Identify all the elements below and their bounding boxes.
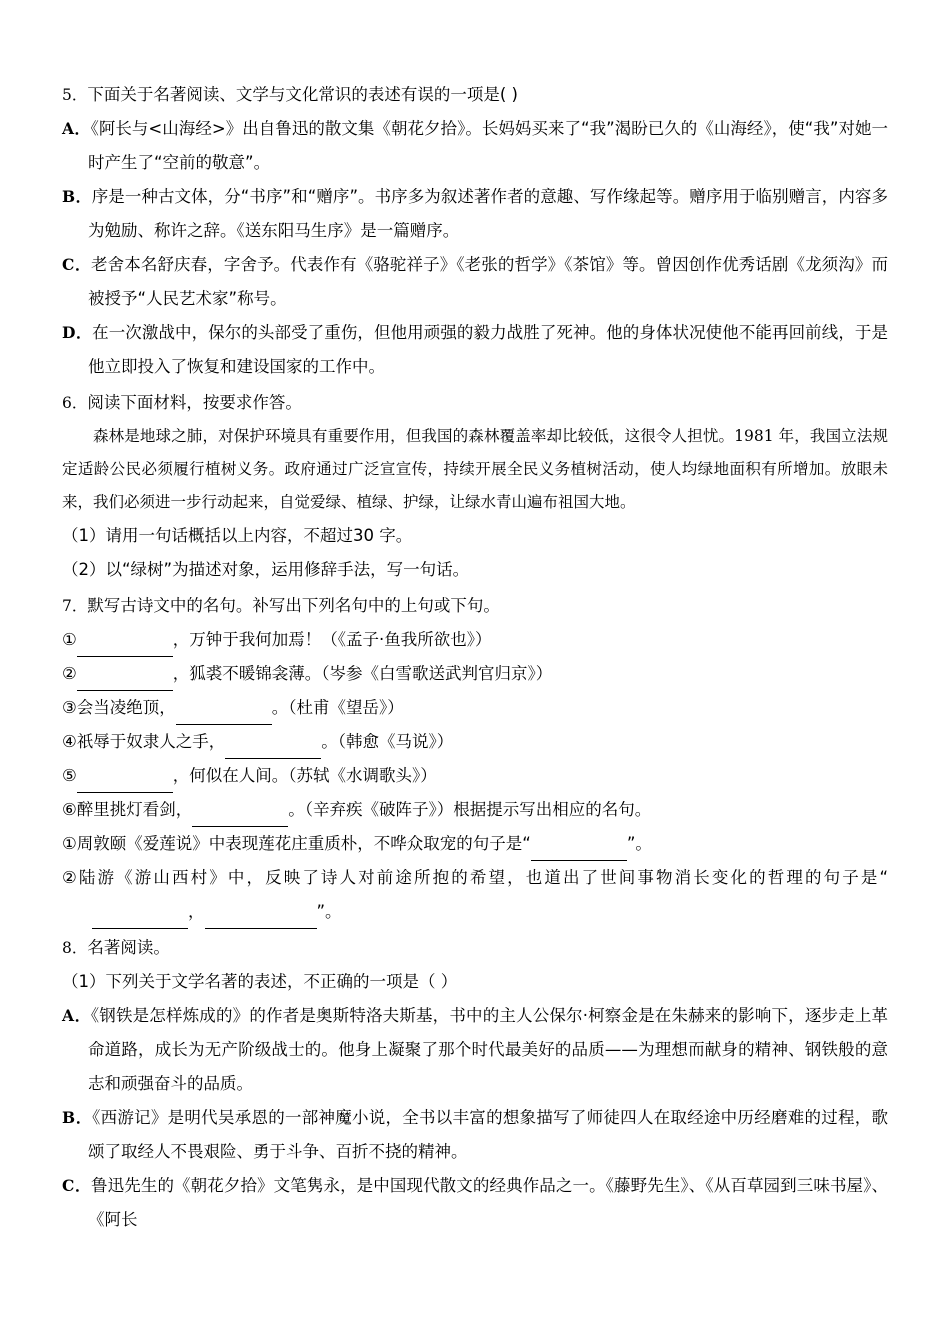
question-7-item-2 [62,657,888,691]
question-7-extra-1 [62,827,888,861]
option-a-text: 《钢铁是怎样炼成的》的作者是奥斯特洛夫斯基，书中的主人公保尔·柯察金是在朱赫来的影响下，逐步走上革命道路，成长为无产阶级战士的。他身上凝聚了那个时代最美好的品质——为理想而献身的精神、钢铁般的意志和顽强奋斗的品质。 [88,1006,888,1093]
question-6-sub-1: （1）请用一句话概括以上内容，不超过30 字。 [62,526,413,545]
item-6-pre: ⑥醉里挑灯看剑， [62,800,193,819]
question-7-item-1 [62,623,888,657]
option-c-text: 老舍本名舒庆春，字舍予。代表作有《骆驼祥子》《老张的哲学》《茶馆》等。曾因创作优秀话剧《龙须沟》而被授予“人民艺术家”称号。 [88,255,888,308]
extra-2-post2: ”。 [316,902,342,921]
question-7-number: 7． [62,597,88,615]
question-7-stem-text: 默写古诗文中的名句。补写出下列名句中的上句或下句。 [87,596,500,615]
option-a-label: A． [62,1006,91,1025]
item-6-post: 。（辛弃疾《破阵子》）根据提示写出相应的名句。 [288,800,652,819]
option-a-label: A． [62,119,91,138]
question-8-stem-text: 名著阅读。 [87,938,170,957]
question-6-stem [62,386,888,420]
question-6 [62,386,888,587]
question-8-stem [62,931,888,965]
item-1-pre: ① [62,630,77,649]
question-7-item-6 [62,793,888,827]
item-3-post: 。（杜甫《望岳》） [271,698,404,717]
extra-1-post: ”。 [626,834,652,853]
question-8-number: 8． [62,939,88,957]
question-5-option-d [62,316,888,384]
question-5 [62,78,888,384]
answer-blank[interactable] [205,910,227,929]
option-d-text: 在一次激战中，保尔的头部受了重伤，但他用顽强的毅力战胜了死神。他的身体状况使他不能再回前线，于是他立即投入了恢复和建设国家的工作中。 [88,323,888,376]
item-2-pre: ② [62,664,77,683]
extra-1-pre: ①周敦颐《爱莲说》中表现莲花庄重质朴，不哗众取宠的句子是“ [62,834,531,853]
extra-2-post: ， [188,902,205,921]
option-d-label: D． [62,323,93,342]
answer-blank[interactable] [92,910,188,929]
answer-blank[interactable] [176,706,272,725]
option-b-label: B． [62,187,92,206]
question-7-extra-2 [62,861,888,929]
question-5-option-a [62,112,888,180]
question-7-item-3 [62,691,888,725]
question-6-material: 森林是地球之肺，对保护环境具有重要作用，但我国的森林覆盖率却比较低，这很令人担忧。1981 年，我国立法规定适龄公民必须履行植树义务。政府通过广泛宣宣传，持续开展全民义务植树活动，使人均绿地面积有所增加。放眼未来，我们必须进一步行动起来，自觉爱绿、植绿、护绿，让绿水青山遍布祖国大地。 [62,427,888,511]
option-b-label: B． [62,1108,93,1127]
option-b-text: 序是一种古文体，分“书序”和“赠序”。书序多为叙述著作者的意趣、写作缘起等。赠序用于临别赠言，内容多为勉励、称许之辞。《送东阳马生序》是一篇赠序。 [88,187,888,240]
item-4-pre: ④祇辱于奴隶人之手， [62,732,226,751]
question-6-sub-2: （2）以“绿树”为描述对象，运用修辞手法，写一句话。 [62,560,470,579]
item-5-pre: ⑤ [62,766,77,785]
answer-blank[interactable] [77,638,173,657]
question-5-stem [62,78,888,112]
answer-blank[interactable] [531,842,627,861]
answer-blank[interactable] [192,808,288,827]
option-c-label: C． [62,1176,92,1195]
item-1-post: ，万钟于我何加焉！（《孟子·鱼我所欲也》） [172,630,492,649]
question-6-number: 6． [62,394,88,412]
question-6-stem-text: 阅读下面材料，按要求作答。 [87,393,302,412]
item-4-post: 。（韩愈《马说》） [321,732,454,751]
question-8-option-a [62,999,888,1101]
item-2-post: ，狐裘不暖锦衾薄。（岑参《白雪歌送武判官归京》） [172,664,553,683]
answer-blank[interactable] [225,740,321,759]
option-a-text: 《阿长与<山海经>》出自鲁迅的散文集《朝花夕拾》。长妈妈买来了“我”渴盼已久的《山海经》，使“我”对她一时产生了“空前的敬意”。 [88,119,888,172]
extra-2-pre: ②陆游《游山西村》中，反映了诗人对前途所抱的希望，也道出了世间事物消长变化的哲理的句子是“ [62,868,888,887]
question-7-item-5 [62,759,888,793]
question-5-stem-text: 下面关于名著阅读、文学与文化常识的表述有误的一项是( ) [87,85,518,104]
question-7 [62,589,888,929]
question-8-sub-1: （1）下列关于文学名著的表述，不正确的一项是（ ） [62,972,458,991]
question-8-option-c [62,1169,888,1237]
answer-blank[interactable] [227,910,317,929]
answer-blank[interactable] [77,774,173,793]
question-8 [62,931,888,1237]
question-7-item-4 [62,725,888,759]
question-5-option-b [62,180,888,248]
option-c-label: C． [62,255,92,274]
answer-blank[interactable] [77,672,173,691]
question-5-option-c [62,248,888,316]
question-7-stem [62,589,888,623]
item-5-post: ，何似在人间。（苏轼《水调歌头》） [172,766,437,785]
question-8-option-b [62,1101,888,1169]
option-b-text: 《西游记》是明代吴承恩的一部神魔小说，全书以丰富的想象描写了师徒四人在取经途中历经磨难的过程，歌颂了取经人不畏艰险、勇于斗争、百折不挠的精神。 [88,1108,888,1161]
question-5-number: 5． [62,86,88,104]
option-c-text: 鲁迅先生的《朝花夕拾》文笔隽永，是中国现代散文的经典作品之一。《藤野先生》、《从百草园到三味书屋》、《阿长 [88,1176,889,1229]
item-3-pre: ③会当凌绝顶， [62,698,176,717]
